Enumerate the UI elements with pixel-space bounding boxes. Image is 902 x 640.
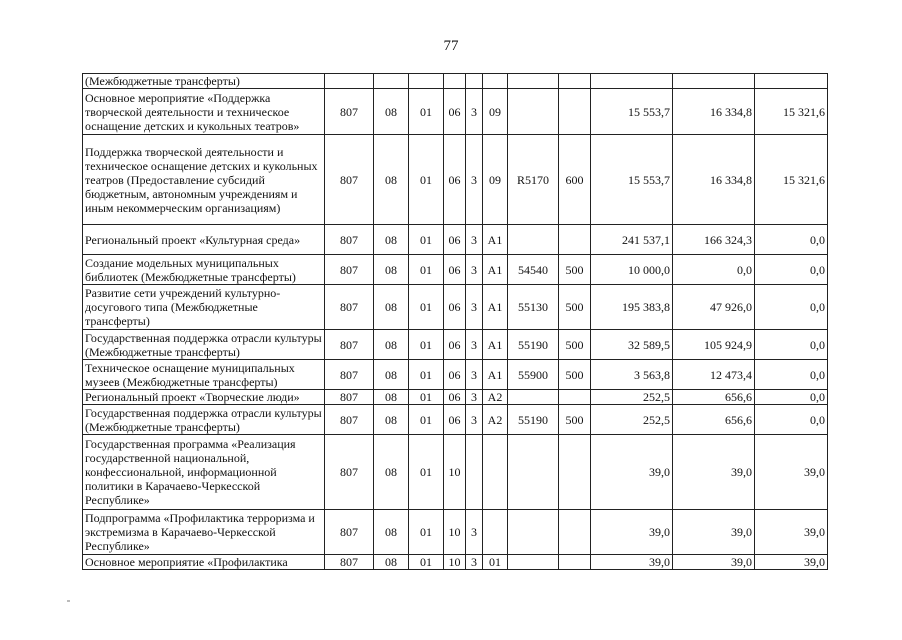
program-code-cell: 10 [444, 510, 466, 555]
subprogram-code-cell: 3 [466, 225, 483, 255]
amount-year2-cell: 166 324,3 [673, 225, 755, 255]
expense-type-cell [559, 510, 591, 555]
section-cell: 08 [374, 225, 409, 255]
program-code-cell: 10 [444, 435, 466, 510]
expense-type-cell [559, 435, 591, 510]
row-name-cell: Региональный проект «Культурная среда» [83, 225, 325, 255]
activity-code-cell [483, 74, 508, 89]
expense-type-cell: 500 [559, 255, 591, 285]
program-code-cell: 06 [444, 135, 466, 225]
activity-code-cell [483, 435, 508, 510]
direction-code-cell: 55190 [508, 330, 559, 360]
subsection-cell: 01 [409, 435, 444, 510]
grbs-cell: 807 [325, 435, 374, 510]
amount-year2-cell: 16 334,8 [673, 89, 755, 135]
program-code-cell: 06 [444, 330, 466, 360]
subsection-cell: 01 [409, 555, 444, 570]
table-row [83, 255, 828, 285]
section-cell: 08 [374, 330, 409, 360]
subsection-cell [409, 74, 444, 89]
amount-year3-cell: 39,0 [755, 435, 828, 510]
program-code-cell: 06 [444, 360, 466, 390]
program-code-cell: 06 [444, 285, 466, 330]
expense-type-cell [559, 390, 591, 405]
amount-year3-cell: 0,0 [755, 390, 828, 405]
amount-year1-cell: 32 589,5 [591, 330, 673, 360]
row-name-cell: Государственная поддержка отрасли культуры (Межбюджетные трансферты) [83, 405, 325, 435]
expense-type-cell: 500 [559, 285, 591, 330]
amount-year1-cell: 15 553,7 [591, 89, 673, 135]
expense-type-cell: 500 [559, 360, 591, 390]
amount-year2-cell: 0,0 [673, 255, 755, 285]
section-cell: 08 [374, 89, 409, 135]
section-cell: 08 [374, 405, 409, 435]
grbs-cell: 807 [325, 510, 374, 555]
grbs-cell: 807 [325, 89, 374, 135]
table-row [83, 510, 828, 555]
expense-type-cell [559, 555, 591, 570]
direction-code-cell [508, 89, 559, 135]
subsection-cell: 01 [409, 390, 444, 405]
row-name-cell: Государственная поддержка отрасли культуры (Межбюджетные трансферты) [83, 330, 325, 360]
row-name-cell: Создание модельных муниципальных библиотек (Межбюджетные трансферты) [83, 255, 325, 285]
row-name-cell: (Межбюджетные трансферты) [83, 74, 325, 89]
amount-year1-cell: 195 383,8 [591, 285, 673, 330]
direction-code-cell [508, 510, 559, 555]
scan-artifact [67, 600, 70, 602]
activity-code-cell: A1 [483, 255, 508, 285]
direction-code-cell: 55130 [508, 285, 559, 330]
subprogram-code-cell: 3 [466, 390, 483, 405]
table-row [83, 555, 828, 570]
amount-year3-cell: 39,0 [755, 555, 828, 570]
amount-year1-cell [591, 74, 673, 89]
section-cell [374, 74, 409, 89]
direction-code-cell [508, 390, 559, 405]
amount-year1-cell: 241 537,1 [591, 225, 673, 255]
grbs-cell: 807 [325, 405, 374, 435]
grbs-cell: 807 [325, 135, 374, 225]
amount-year2-cell: 12 473,4 [673, 360, 755, 390]
amount-year2-cell: 656,6 [673, 405, 755, 435]
grbs-cell: 807 [325, 225, 374, 255]
subprogram-code-cell: 3 [466, 285, 483, 330]
section-cell: 08 [374, 390, 409, 405]
table-row [83, 435, 828, 510]
amount-year2-cell [673, 74, 755, 89]
amount-year1-cell: 39,0 [591, 510, 673, 555]
subprogram-code-cell [466, 74, 483, 89]
activity-code-cell: 09 [483, 135, 508, 225]
program-code-cell: 06 [444, 255, 466, 285]
table-row [83, 360, 828, 390]
amount-year2-cell: 656,6 [673, 390, 755, 405]
subprogram-code-cell: 3 [466, 405, 483, 435]
amount-year1-cell: 10 000,0 [591, 255, 673, 285]
section-cell: 08 [374, 255, 409, 285]
table-row [83, 405, 828, 435]
row-name-cell: Развитие сети учреждений культурно-досугового типа (Межбюджетные трансферты) [83, 285, 325, 330]
amount-year2-cell: 39,0 [673, 435, 755, 510]
activity-code-cell: 09 [483, 89, 508, 135]
grbs-cell: 807 [325, 555, 374, 570]
amount-year3-cell: 0,0 [755, 285, 828, 330]
amount-year2-cell: 105 924,9 [673, 330, 755, 360]
amount-year1-cell: 252,5 [591, 390, 673, 405]
row-name-cell: Основное мероприятие «Поддержка творческой деятельности и техническое оснащение детских и кукольных театров» [83, 89, 325, 135]
expense-type-cell [559, 225, 591, 255]
table-row [83, 285, 828, 330]
amount-year2-cell: 39,0 [673, 555, 755, 570]
activity-code-cell: 01 [483, 555, 508, 570]
activity-code-cell: A1 [483, 225, 508, 255]
direction-code-cell: 55190 [508, 405, 559, 435]
amount-year3-cell: 0,0 [755, 330, 828, 360]
program-code-cell: 06 [444, 390, 466, 405]
amount-year3-cell: 0,0 [755, 405, 828, 435]
section-cell: 08 [374, 285, 409, 330]
row-name-cell: Государственная программа «Реализация государственной национальной, конфессиональной, информационной политики в Карачаево-Черкесской Республике» [83, 435, 325, 510]
direction-code-cell: 54540 [508, 255, 559, 285]
table-row [83, 74, 828, 89]
grbs-cell: 807 [325, 330, 374, 360]
subsection-cell: 01 [409, 360, 444, 390]
amount-year3-cell: 15 321,6 [755, 135, 828, 225]
row-name-cell: Региональный проект «Творческие люди» [83, 390, 325, 405]
subprogram-code-cell: 3 [466, 89, 483, 135]
amount-year3-cell: 0,0 [755, 360, 828, 390]
subprogram-code-cell: 3 [466, 360, 483, 390]
activity-code-cell: A2 [483, 405, 508, 435]
amount-year1-cell: 252,5 [591, 405, 673, 435]
subsection-cell: 01 [409, 510, 444, 555]
row-name-cell: Подпрограмма «Профилактика терроризма и экстремизма в Карачаево-Черкесской Республике» [83, 510, 325, 555]
amount-year3-cell: 39,0 [755, 510, 828, 555]
row-name-cell: Техническое оснащение муниципальных музеев (Межбюджетные трансферты) [83, 360, 325, 390]
grbs-cell: 807 [325, 390, 374, 405]
subprogram-code-cell [466, 435, 483, 510]
expense-type-cell: 500 [559, 405, 591, 435]
amount-year1-cell: 39,0 [591, 435, 673, 510]
expense-type-cell [559, 89, 591, 135]
subsection-cell: 01 [409, 225, 444, 255]
activity-code-cell: A1 [483, 360, 508, 390]
subsection-cell: 01 [409, 89, 444, 135]
amount-year1-cell: 15 553,7 [591, 135, 673, 225]
page-number: 77 [443, 38, 459, 54]
subprogram-code-cell: 3 [466, 255, 483, 285]
direction-code-cell [508, 435, 559, 510]
section-cell: 08 [374, 435, 409, 510]
table-row [83, 390, 828, 405]
subprogram-code-cell: 3 [466, 510, 483, 555]
amount-year3-cell: 0,0 [755, 225, 828, 255]
activity-code-cell: A2 [483, 390, 508, 405]
direction-code-cell [508, 74, 559, 89]
direction-code-cell: 55900 [508, 360, 559, 390]
table-row [83, 89, 828, 135]
direction-code-cell: R5170 [508, 135, 559, 225]
budget-table [82, 73, 828, 570]
section-cell: 08 [374, 510, 409, 555]
amount-year3-cell: 0,0 [755, 255, 828, 285]
activity-code-cell: A1 [483, 330, 508, 360]
program-code-cell: 10 [444, 555, 466, 570]
grbs-cell: 807 [325, 360, 374, 390]
activity-code-cell [483, 510, 508, 555]
grbs-cell: 807 [325, 285, 374, 330]
amount-year2-cell: 47 926,0 [673, 285, 755, 330]
row-name-cell: Поддержка творческой деятельности и техническое оснащение детских и кукольных театров (Предоставление субсидий бюджетным, автономным учреждениям и иным некоммерческим организациям) [83, 135, 325, 225]
grbs-cell: 807 [325, 255, 374, 285]
subprogram-code-cell: 3 [466, 555, 483, 570]
section-cell: 08 [374, 135, 409, 225]
amount-year1-cell: 3 563,8 [591, 360, 673, 390]
expense-type-cell: 600 [559, 135, 591, 225]
table-row [83, 225, 828, 255]
section-cell: 08 [374, 360, 409, 390]
program-code-cell [444, 74, 466, 89]
subsection-cell: 01 [409, 255, 444, 285]
program-code-cell: 06 [444, 89, 466, 135]
section-cell: 08 [374, 555, 409, 570]
amount-year3-cell: 15 321,6 [755, 89, 828, 135]
program-code-cell: 06 [444, 405, 466, 435]
grbs-cell [325, 74, 374, 89]
direction-code-cell [508, 555, 559, 570]
table-row [83, 330, 828, 360]
activity-code-cell: A1 [483, 285, 508, 330]
subsection-cell: 01 [409, 330, 444, 360]
table-row [83, 135, 828, 225]
amount-year1-cell: 39,0 [591, 555, 673, 570]
subprogram-code-cell: 3 [466, 330, 483, 360]
row-name-cell: Основное мероприятие «Профилактика [83, 555, 325, 570]
subprogram-code-cell: 3 [466, 135, 483, 225]
expense-type-cell: 500 [559, 330, 591, 360]
amount-year3-cell [755, 74, 828, 89]
subsection-cell: 01 [409, 285, 444, 330]
direction-code-cell [508, 225, 559, 255]
amount-year2-cell: 39,0 [673, 510, 755, 555]
expense-type-cell [559, 74, 591, 89]
subsection-cell: 01 [409, 135, 444, 225]
program-code-cell: 06 [444, 225, 466, 255]
amount-year2-cell: 16 334,8 [673, 135, 755, 225]
subsection-cell: 01 [409, 405, 444, 435]
